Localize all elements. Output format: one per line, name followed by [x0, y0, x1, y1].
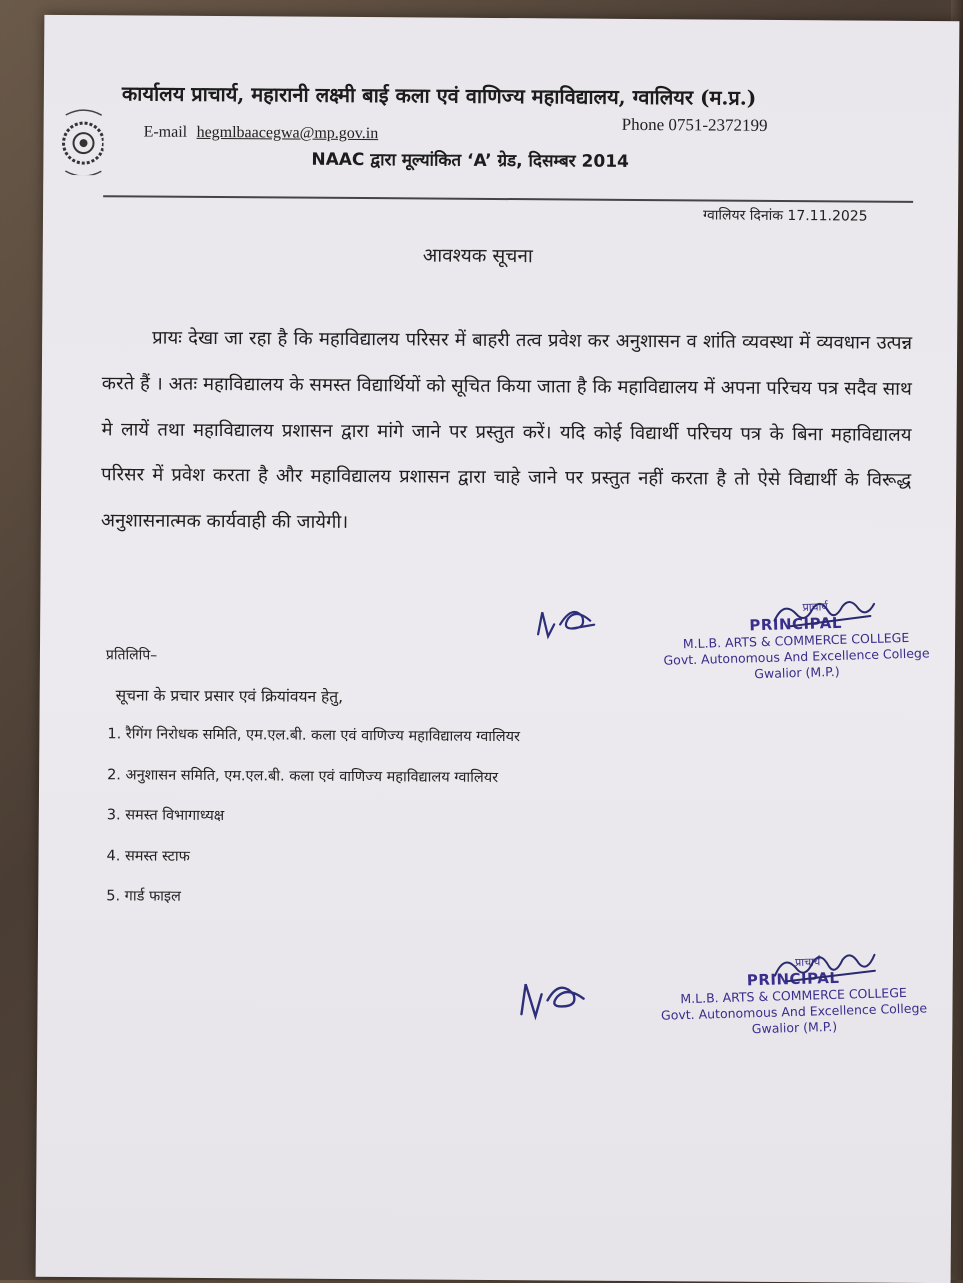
notice-heading: आवश्यक सूचना: [422, 244, 533, 268]
principal-stamp: [655, 596, 937, 685]
header-title: कार्यालय प्राचार्य, महारानी लक्ष्मी बाई कला एवं वाणिज्य महाविद्यालय, ग्वालियर (म.प्र.): [121, 81, 757, 110]
notice-body: [101, 315, 913, 550]
list-item: 1. रैगिंग निरोधक समिति, एम.एल.बी. कला एवं वाणिज्य महाविद्यालय ग्वालियर: [107, 726, 521, 746]
college-logo-icon: [51, 95, 104, 175]
principal-signature: [770, 943, 881, 986]
copy-list: [106, 715, 520, 920]
principal-signature: [770, 590, 881, 633]
handwritten-initials: [532, 594, 602, 654]
phone-number: Phone 0751-2372199: [621, 114, 768, 135]
stamp-college: M.L.B. ARTS & COMMERCE COLLEGE: [680, 984, 907, 1007]
stamp-status: Govt. Autonomous And Excellence College: [660, 1000, 928, 1023]
stamp-city: Gwalior (M.P.): [754, 663, 840, 682]
header-divider: [103, 195, 913, 203]
principal-stamp: [653, 951, 935, 1040]
copy-intro: सूचना के प्रचार प्रसार एवं क्रियांवयन हेतु,: [115, 686, 344, 706]
list-item: 5. गार्ड फाइल: [106, 888, 181, 905]
stamp-college: M.L.B. ARTS & COMMERCE COLLEGE: [682, 629, 910, 652]
stamp-prefix: प्राचार्य: [802, 600, 828, 614]
list-item: 4. समस्त स्टाफ: [106, 847, 190, 865]
stamp-status: Govt. Autonomous And Excellence College: [663, 645, 930, 668]
stamp-title: PRINCIPAL: [746, 968, 840, 990]
notice-paper: [36, 15, 960, 1283]
notice-date: ग्वालियर दिनांक 17.11.2025: [702, 207, 868, 225]
email-link[interactable]: hegmlbaacegwa@mp.gov.in: [196, 123, 379, 143]
notice-body-text: प्रायः देखा जा रहा है कि महाविद्यालय परिसर में बाहरी तत्व प्रवेश कर अनुशासन व शांति व्यवस्था में व्यवधान उत्पन्न करते हैं । अतः महाविद्यालय के समस्त विद्यार्थियों को सूचित किया जाता है कि महाविद्यालय में अपना परिचय पत्र सदैव साथ मे लायें तथा महाविद्यालय प्रशासन द्वारा मांगे जाने पर प्रस्तुत करें। यदि कोई विद्यार्थी परिचय पत्र के बिना महाविद्यालय परिसर में प्रवेश करता है और महाविद्यालय प्रशासन द्वारा चाहे जाने पर प्रस्तुत नहीं करता है तो ऐसे विद्यार्थी के विरूद्ध अनुशासनात्मक कार्यवाही की जायेगी।: [100, 327, 913, 534]
handwritten-initials: [515, 970, 595, 1031]
email-label: E-mail: [143, 123, 188, 141]
stamp-prefix: प्राचार्य: [794, 955, 821, 970]
copy-label: प्रतिलिपि–: [105, 647, 158, 664]
stamp-title: PRINCIPAL: [749, 613, 843, 635]
stamp-city: Gwalior (M.P.): [751, 1018, 838, 1037]
naac-grade-line: NAAC द्वारा मूल्यांकित ‘A’ ग्रेड, दिसम्बर 2014: [311, 149, 629, 172]
list-item: 2. अनुशासन समिति, एम.एल.बी. कला एवं वाणिज्य महाविद्यालय ग्वालियर: [107, 766, 499, 786]
list-item: 3. समस्त विभागाध्यक्ष: [106, 807, 225, 825]
